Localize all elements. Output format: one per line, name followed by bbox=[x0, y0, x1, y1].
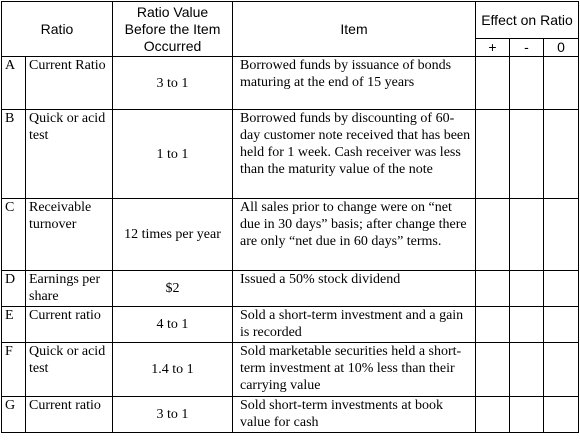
header-effect-plus: + bbox=[476, 39, 510, 57]
row-value: 12 times per year bbox=[113, 199, 233, 271]
header-ratio: Ratio bbox=[2, 2, 113, 57]
row-value: 4 to 1 bbox=[113, 307, 233, 343]
row-value: 3 to 1 bbox=[113, 57, 233, 110]
effect-plus-cell[interactable] bbox=[476, 271, 510, 307]
row-item: Sold a short-term investment and a gain is recorded bbox=[233, 307, 476, 343]
row-ratio: Earnings per share bbox=[26, 271, 113, 307]
row-ratio: Current ratio bbox=[26, 397, 113, 433]
effect-zero-cell[interactable] bbox=[544, 271, 579, 307]
effect-zero-cell[interactable] bbox=[544, 199, 579, 271]
row-letter: B bbox=[2, 110, 26, 199]
row-ratio: Quick or acid test bbox=[26, 343, 113, 397]
effect-plus-cell[interactable] bbox=[476, 343, 510, 397]
effect-plus-cell[interactable] bbox=[476, 307, 510, 343]
effect-zero-cell[interactable] bbox=[544, 343, 579, 397]
effect-minus-cell[interactable] bbox=[510, 110, 544, 199]
effect-plus-cell[interactable] bbox=[476, 110, 510, 199]
effect-minus-cell[interactable] bbox=[510, 343, 544, 397]
row-item: Sold short-term investments at book value for cash bbox=[233, 397, 476, 433]
row-letter: A bbox=[2, 57, 26, 110]
effect-zero-cell[interactable] bbox=[544, 397, 579, 433]
row-value: 1 to 1 bbox=[113, 110, 233, 199]
row-letter: G bbox=[2, 397, 26, 433]
header-effect-zero: 0 bbox=[544, 39, 579, 57]
header-ratio-value: Ratio Value Before the Item Occurred bbox=[113, 2, 233, 57]
effect-minus-cell[interactable] bbox=[510, 271, 544, 307]
row-letter: C bbox=[2, 199, 26, 271]
table-row bbox=[2, 307, 579, 343]
effect-minus-cell[interactable] bbox=[510, 199, 544, 271]
header-effect-minus: - bbox=[510, 39, 544, 57]
header-effect: Effect on Ratio bbox=[476, 2, 579, 39]
row-letter: F bbox=[2, 343, 26, 397]
table-row bbox=[2, 343, 579, 397]
effect-minus-cell[interactable] bbox=[510, 57, 544, 110]
table-row bbox=[2, 110, 579, 199]
row-item: All sales prior to change were on “net due in 30 days” basis; after change there are only “net due in 60 days” terms. bbox=[233, 199, 476, 271]
table-row bbox=[2, 397, 579, 433]
row-item: Borrowed funds by issuance of bonds maturing at the end of 15 years bbox=[233, 57, 476, 110]
effect-plus-cell[interactable] bbox=[476, 57, 510, 110]
effect-zero-cell[interactable] bbox=[544, 307, 579, 343]
effect-zero-cell[interactable] bbox=[544, 110, 579, 199]
row-value: 3 to 1 bbox=[113, 397, 233, 433]
row-item: Sold marketable securities held a short-term investment at 10% less than their carrying value bbox=[233, 343, 476, 397]
row-item: Issued a 50% stock dividend bbox=[233, 271, 476, 307]
effect-minus-cell[interactable] bbox=[510, 307, 544, 343]
row-letter: D bbox=[2, 271, 26, 307]
ratio-effects-table bbox=[1, 1, 579, 433]
row-value: 1.4 to 1 bbox=[113, 343, 233, 397]
effect-zero-cell[interactable] bbox=[544, 57, 579, 110]
effect-plus-cell[interactable] bbox=[476, 199, 510, 271]
table-row bbox=[2, 57, 579, 110]
row-ratio: Current ratio bbox=[26, 307, 113, 343]
row-value: $2 bbox=[113, 271, 233, 307]
header-item: Item bbox=[233, 2, 476, 57]
table-row bbox=[2, 199, 579, 271]
effect-minus-cell[interactable] bbox=[510, 397, 544, 433]
row-item: Borrowed funds by discounting of 60-day customer note received that has been held for 1 week. Cash receiver was less than the maturity value of the note bbox=[233, 110, 476, 199]
row-ratio: Current Ratio bbox=[26, 57, 113, 110]
row-letter: E bbox=[2, 307, 26, 343]
effect-plus-cell[interactable] bbox=[476, 397, 510, 433]
row-ratio: Receivable turnover bbox=[26, 199, 113, 271]
table-row bbox=[2, 271, 579, 307]
row-ratio: Quick or acid test bbox=[26, 110, 113, 199]
